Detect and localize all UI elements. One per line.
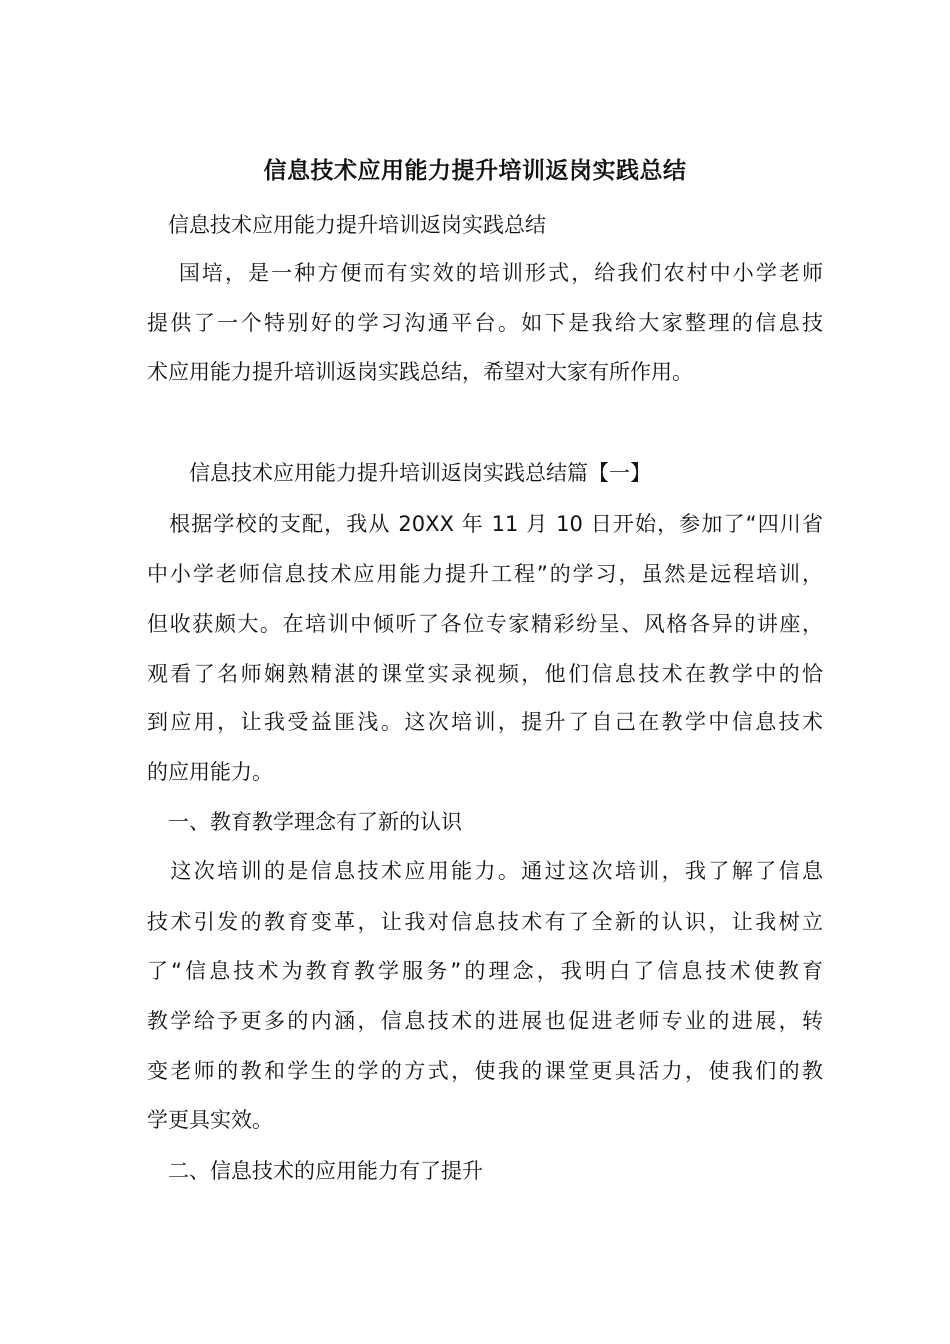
paragraph-line: 术应用能力提升培训返岗实践总结，希望对大家有所作用。 [147,360,693,384]
paragraph-line: 这次培训的是信息技术应用能力。通过这次培训，我了解了信息 [147,859,823,883]
paragraph-line: 到应用，让我受益匪浅。这次培训，提升了自己在教学中信息技术 [147,710,823,734]
subtitle-line: 信息技术应用能力提升培训返岗实践总结 [147,213,546,237]
paragraph-line: 提供了一个特别好的学习沟通平台。如下是我给大家整理的信息技 [147,311,823,335]
paragraph-line: 根据学校的支配，我从 20XX 年 11 月 10 日开始，参加了“四川省 [147,512,823,536]
paragraph-line: 了“信息技术为教育教学服务”的理念，我明白了信息技术使教育 [147,959,823,983]
paragraph-line: 教学给予更多的内涵，信息技术的进展也促进老师专业的进展，转 [147,1009,823,1033]
section-heading: 二、信息技术的应用能力有了提升 [147,1159,483,1183]
document-title: 信息技术应用能力提升培训返岗实践总结 [263,158,687,184]
paragraph-line: 学更具实效。 [147,1108,273,1132]
paragraph-line: 技术引发的教育变革，让我对信息技术有了全新的认识，让我树立 [147,910,823,934]
paragraph-line: 的应用能力。 [147,760,273,784]
section-heading: 信息技术应用能力提升培训返岗实践总结篇【一】 [147,461,651,485]
paragraph-line: 观看了名师娴熟精湛的课堂实录视频，他们信息技术在教学中的恰 [147,662,823,686]
paragraph-line: 但收获颇大。在培训中倾听了各位专家精彩纷呈、风格各异的讲座， [147,612,823,636]
paragraph-line: 变老师的教和学生的学的方式，使我的课堂更具活力，使我们的教 [147,1059,823,1083]
paragraph-line: 国培，是一种方便而有实效的培训形式，给我们农村中小学老师 [147,261,823,285]
paragraph-line: 中小学老师信息技术应用能力提升工程”的学习，虽然是远程培训， [147,562,823,586]
section-heading: 一、教育教学理念有了新的认识 [147,810,462,834]
